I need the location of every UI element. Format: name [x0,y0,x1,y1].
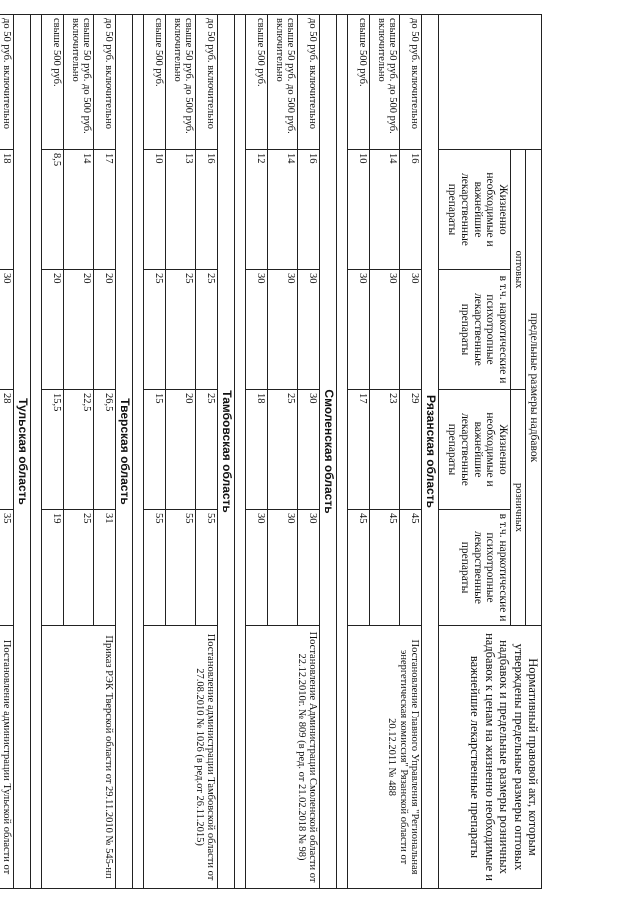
spacer-cell [337,15,348,889]
legal-act-cell: Постановление Администрации Смоленской области от 22.12.2010г. № 809 (в ред. от 21.02.2018 № 98) [246,626,320,889]
price-range-cell: свыше 50 руб. до 500 руб. включительно [370,15,400,150]
wholesale-narcotic-cell: 30 [246,270,268,390]
limits-header: предельные размеры надбавок [526,150,542,626]
wholesale-vital-cell: 10 [144,150,166,270]
retail-vital-cell: 30 [298,390,320,510]
retail-narcotic-cell: 30 [268,510,298,626]
wholesale-vital-cell: 17 [94,150,116,270]
wholesale-narcotic-cell: 30 [400,270,422,390]
wholesale-narcotic-cell: 25 [196,270,218,390]
retail-vital-cell: 25 [268,390,298,510]
retail-vital-cell: 29 [400,390,422,510]
wholesale-narcotic-cell: 20 [94,270,116,390]
retail-narcotic-cell: 55 [196,510,218,626]
legal-act-cell: Постановление администрации Тульской области от [0,626,14,889]
wholesale-vital-cell: 8,5 [42,150,64,270]
wholesale-vital-cell: 16 [400,150,422,270]
region-header-row [320,15,337,889]
markup-limits-table [0,14,542,889]
table-row [0,15,14,889]
table-row [400,15,422,889]
price-range-cell: до 50 руб. включительно [0,15,14,150]
price-range-cell: свыше 500 руб. [144,15,166,150]
wholesale-vital-cell: 14 [370,150,400,270]
retail-narcotic-cell: 45 [370,510,400,626]
retail-vital-cell: 25 [196,390,218,510]
wholesale-narcotic-cell: 20 [42,270,64,390]
region-title: Смоленская область [320,15,337,889]
retail-narcotic-cell: 30 [298,510,320,626]
wholesale-vital-cell: 16 [298,150,320,270]
region-spacer [235,15,246,889]
legal-act-cell: Постановление администрации Тамбовской области от 27.08.2010 № 1026 (в ред.от 26.11.2015) [144,626,218,889]
retail-vital-header: Жизненно необходимые и важнейшие лекарственные препараты [439,390,511,510]
range-column-header [439,15,542,150]
wholesale-narcotic-header: в т.ч. наркотические и психотропные лекарственные препараты [439,270,511,390]
wholesale-header: оптовых [511,150,526,390]
retail-narcotic-cell: 31 [94,510,116,626]
price-range-cell: до 50 руб. включительно [196,15,218,150]
price-range-cell: свыше 50 руб. до 500 руб. включительно [64,15,94,150]
wholesale-narcotic-cell: 30 [348,270,370,390]
table-row [298,15,320,889]
table-row [196,15,218,889]
spacer-cell [133,15,144,889]
retail-narcotic-cell: 45 [400,510,422,626]
retail-vital-cell: 15,5 [42,390,64,510]
price-range-cell: свыше 500 руб. [246,15,268,150]
retail-narcotic-cell: 25 [64,510,94,626]
price-range-cell: до 50 руб. включительно [400,15,422,150]
region-title: Тверская область [116,15,133,889]
wholesale-narcotic-cell: 20 [64,270,94,390]
wholesale-narcotic-cell: 25 [144,270,166,390]
region-spacer [133,15,144,889]
region-header-row [14,15,31,889]
wholesale-narcotic-cell: 30 [370,270,400,390]
wholesale-vital-cell: 13 [166,150,196,270]
retail-header: розничных [511,390,526,626]
legal-act-cell: Постановление Главного Управления "Региональная энергетическая комиссия" Рязанской области от 20.12.2011 № 488 [348,626,422,889]
retail-narcotic-cell: 55 [144,510,166,626]
wholesale-narcotic-cell: 25 [166,270,196,390]
region-header-row [116,15,133,889]
spacer-cell [235,15,246,889]
table-row [94,15,116,889]
region-spacer [31,15,42,889]
retail-vital-cell: 26,5 [94,390,116,510]
price-range-cell: до 50 руб. включительно [298,15,320,150]
wholesale-vital-cell: 10 [348,150,370,270]
spacer-cell [31,15,42,889]
region-title: Тамбовская область [218,15,235,889]
price-range-cell: до 50 руб. включительно [94,15,116,150]
table-body [0,15,439,889]
region-title: Рязанская область [422,15,439,889]
wholesale-vital-cell: 14 [268,150,298,270]
price-range-cell: свыше 500 руб. [348,15,370,150]
retail-narcotic-cell: 55 [166,510,196,626]
retail-narcotic-header: в т.ч. наркотические и психотропные лекарственные препараты [439,510,511,626]
wholesale-narcotic-cell: 30 [298,270,320,390]
price-range-cell: свыше 50 руб. до 500 руб. включительно [166,15,196,150]
retail-vital-cell: 23 [370,390,400,510]
wholesale-narcotic-cell: 30 [0,270,14,390]
retail-vital-cell: 22,5 [64,390,94,510]
price-range-cell: свыше 500 руб. [42,15,64,150]
retail-narcotic-cell: 19 [42,510,64,626]
wholesale-vital-header: Жизненно необходимые и важнейшие лекарственные препараты [439,150,511,270]
price-range-cell: свыше 50 руб. до 500 руб. включительно [268,15,298,150]
region-title: Тульская область [14,15,31,889]
region-header-row [218,15,235,889]
wholesale-vital-cell: 14 [64,150,94,270]
wholesale-vital-cell: 16 [196,150,218,270]
wholesale-narcotic-cell: 30 [268,270,298,390]
wholesale-vital-cell: 12 [246,150,268,270]
retail-vital-cell: 28 [0,390,14,510]
retail-vital-cell: 15 [144,390,166,510]
retail-narcotic-cell: 35 [0,510,14,626]
wholesale-vital-cell: 18 [0,150,14,270]
retail-vital-cell: 18 [246,390,268,510]
retail-vital-cell: 20 [166,390,196,510]
retail-narcotic-cell: 45 [348,510,370,626]
region-header-row [422,15,439,889]
retail-vital-cell: 17 [348,390,370,510]
region-spacer [337,15,348,889]
retail-narcotic-cell: 30 [246,510,268,626]
act-column-header: Нормативный правовой акт, которым утверждены предельные размеры оптовых надбавок и предельные размеры розничных надбавок к ценам на жизненно необходимые и важнейшие лекарственные препараты [439,626,542,889]
legal-act-cell: Приказ РЭК Тверской области от 29.11.2010 № 545-нп [42,626,116,889]
